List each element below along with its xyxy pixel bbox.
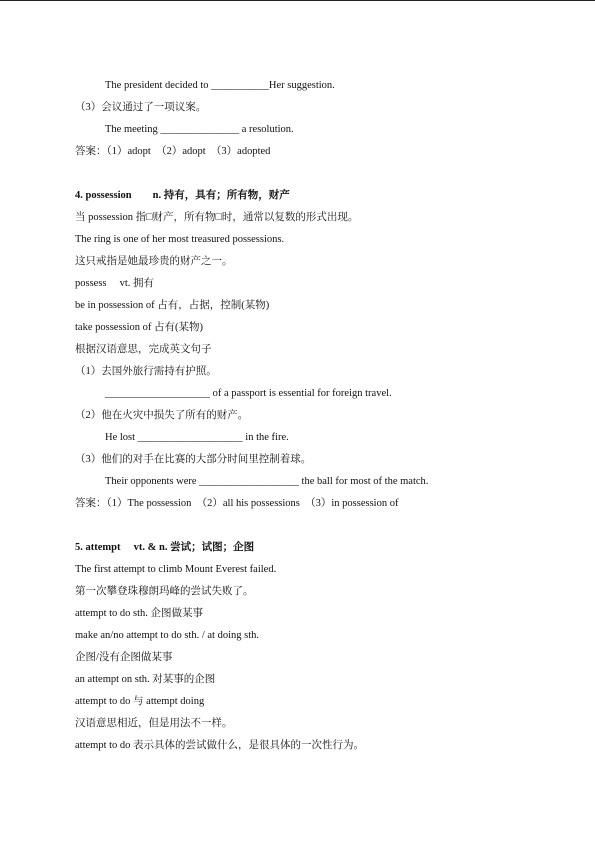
exercise-blank-sentence: Their opponents were ___________________ the ball for most of the match. [105,476,429,487]
exercise-item: （1）去国外旅行需持有护照。 [75,366,217,377]
answer-line: 答案：（1）The possession （2）all his possessions （3）in possession of [75,498,399,509]
translation-text: 这只戒指是她最珍贵的财产之一。 [75,256,233,267]
section-heading-possession: 4. possession n. 持有，具有；所有物，财产 [75,190,290,201]
page-top-rule [0,0,595,1]
exercise-item: （2）他在火灾中损失了所有的财产。 [75,410,249,421]
phrase-entry: attempt to do sth. 企图做某事 [75,608,204,619]
example-sentence: The president decided to ___________Her suggestion. [105,80,335,91]
translation-text: 第一次攀登珠穆朗玛峰的尝试失败了。 [75,586,254,597]
phrase-entry: an attempt on sth. 对某事的企图 [75,674,216,685]
exercise-item: （3）他们的对手在比赛的大部分时间里控制着球。 [75,454,312,465]
body-text: attempt to do 表示具体的尝试做什么，是很具体的一次性行为。 [75,740,365,751]
exercise-item: （3）会议通过了一项议案。 [75,102,207,113]
translation-text: 企图/没有企图做某事 [75,652,173,663]
vocab-entry: possess vt. 拥有 [75,278,155,289]
exercise-instruction: 根据汉语意思，完成英文句子 [75,344,212,355]
example-sentence: The meeting _______________ a resolution. [105,124,294,135]
exercise-blank-sentence: He lost ____________________ in the fire. [105,432,289,443]
phrase-entry: make an/no attempt to do sth. / at doing sth. [75,630,260,641]
answer-line: 答案：（1）adopt （2）adopt （3）adopted [75,146,271,157]
exercise-blank-sentence: ____________________ of a passport is essential for foreign travel. [105,388,392,399]
phrase-entry: attempt to do 与 attempt doing [75,696,205,707]
body-text: 当 possession 指□财产，所有物□时，通常以复数的形式出现。 [75,212,359,223]
section-heading-attempt: 5. attempt vt. & n. 尝试；试图；企图 [75,542,255,553]
example-sentence: The first attempt to climb Mount Everest failed. [75,564,277,575]
phrase-entry: be in possession of 占有，占据，控制(某物) [75,300,270,311]
phrase-entry: take possession of 占有(某物) [75,322,204,333]
body-text: 汉语意思相近，但是用法不一样。 [75,718,233,729]
example-sentence: The ring is one of her most treasured possessions. [75,234,285,245]
